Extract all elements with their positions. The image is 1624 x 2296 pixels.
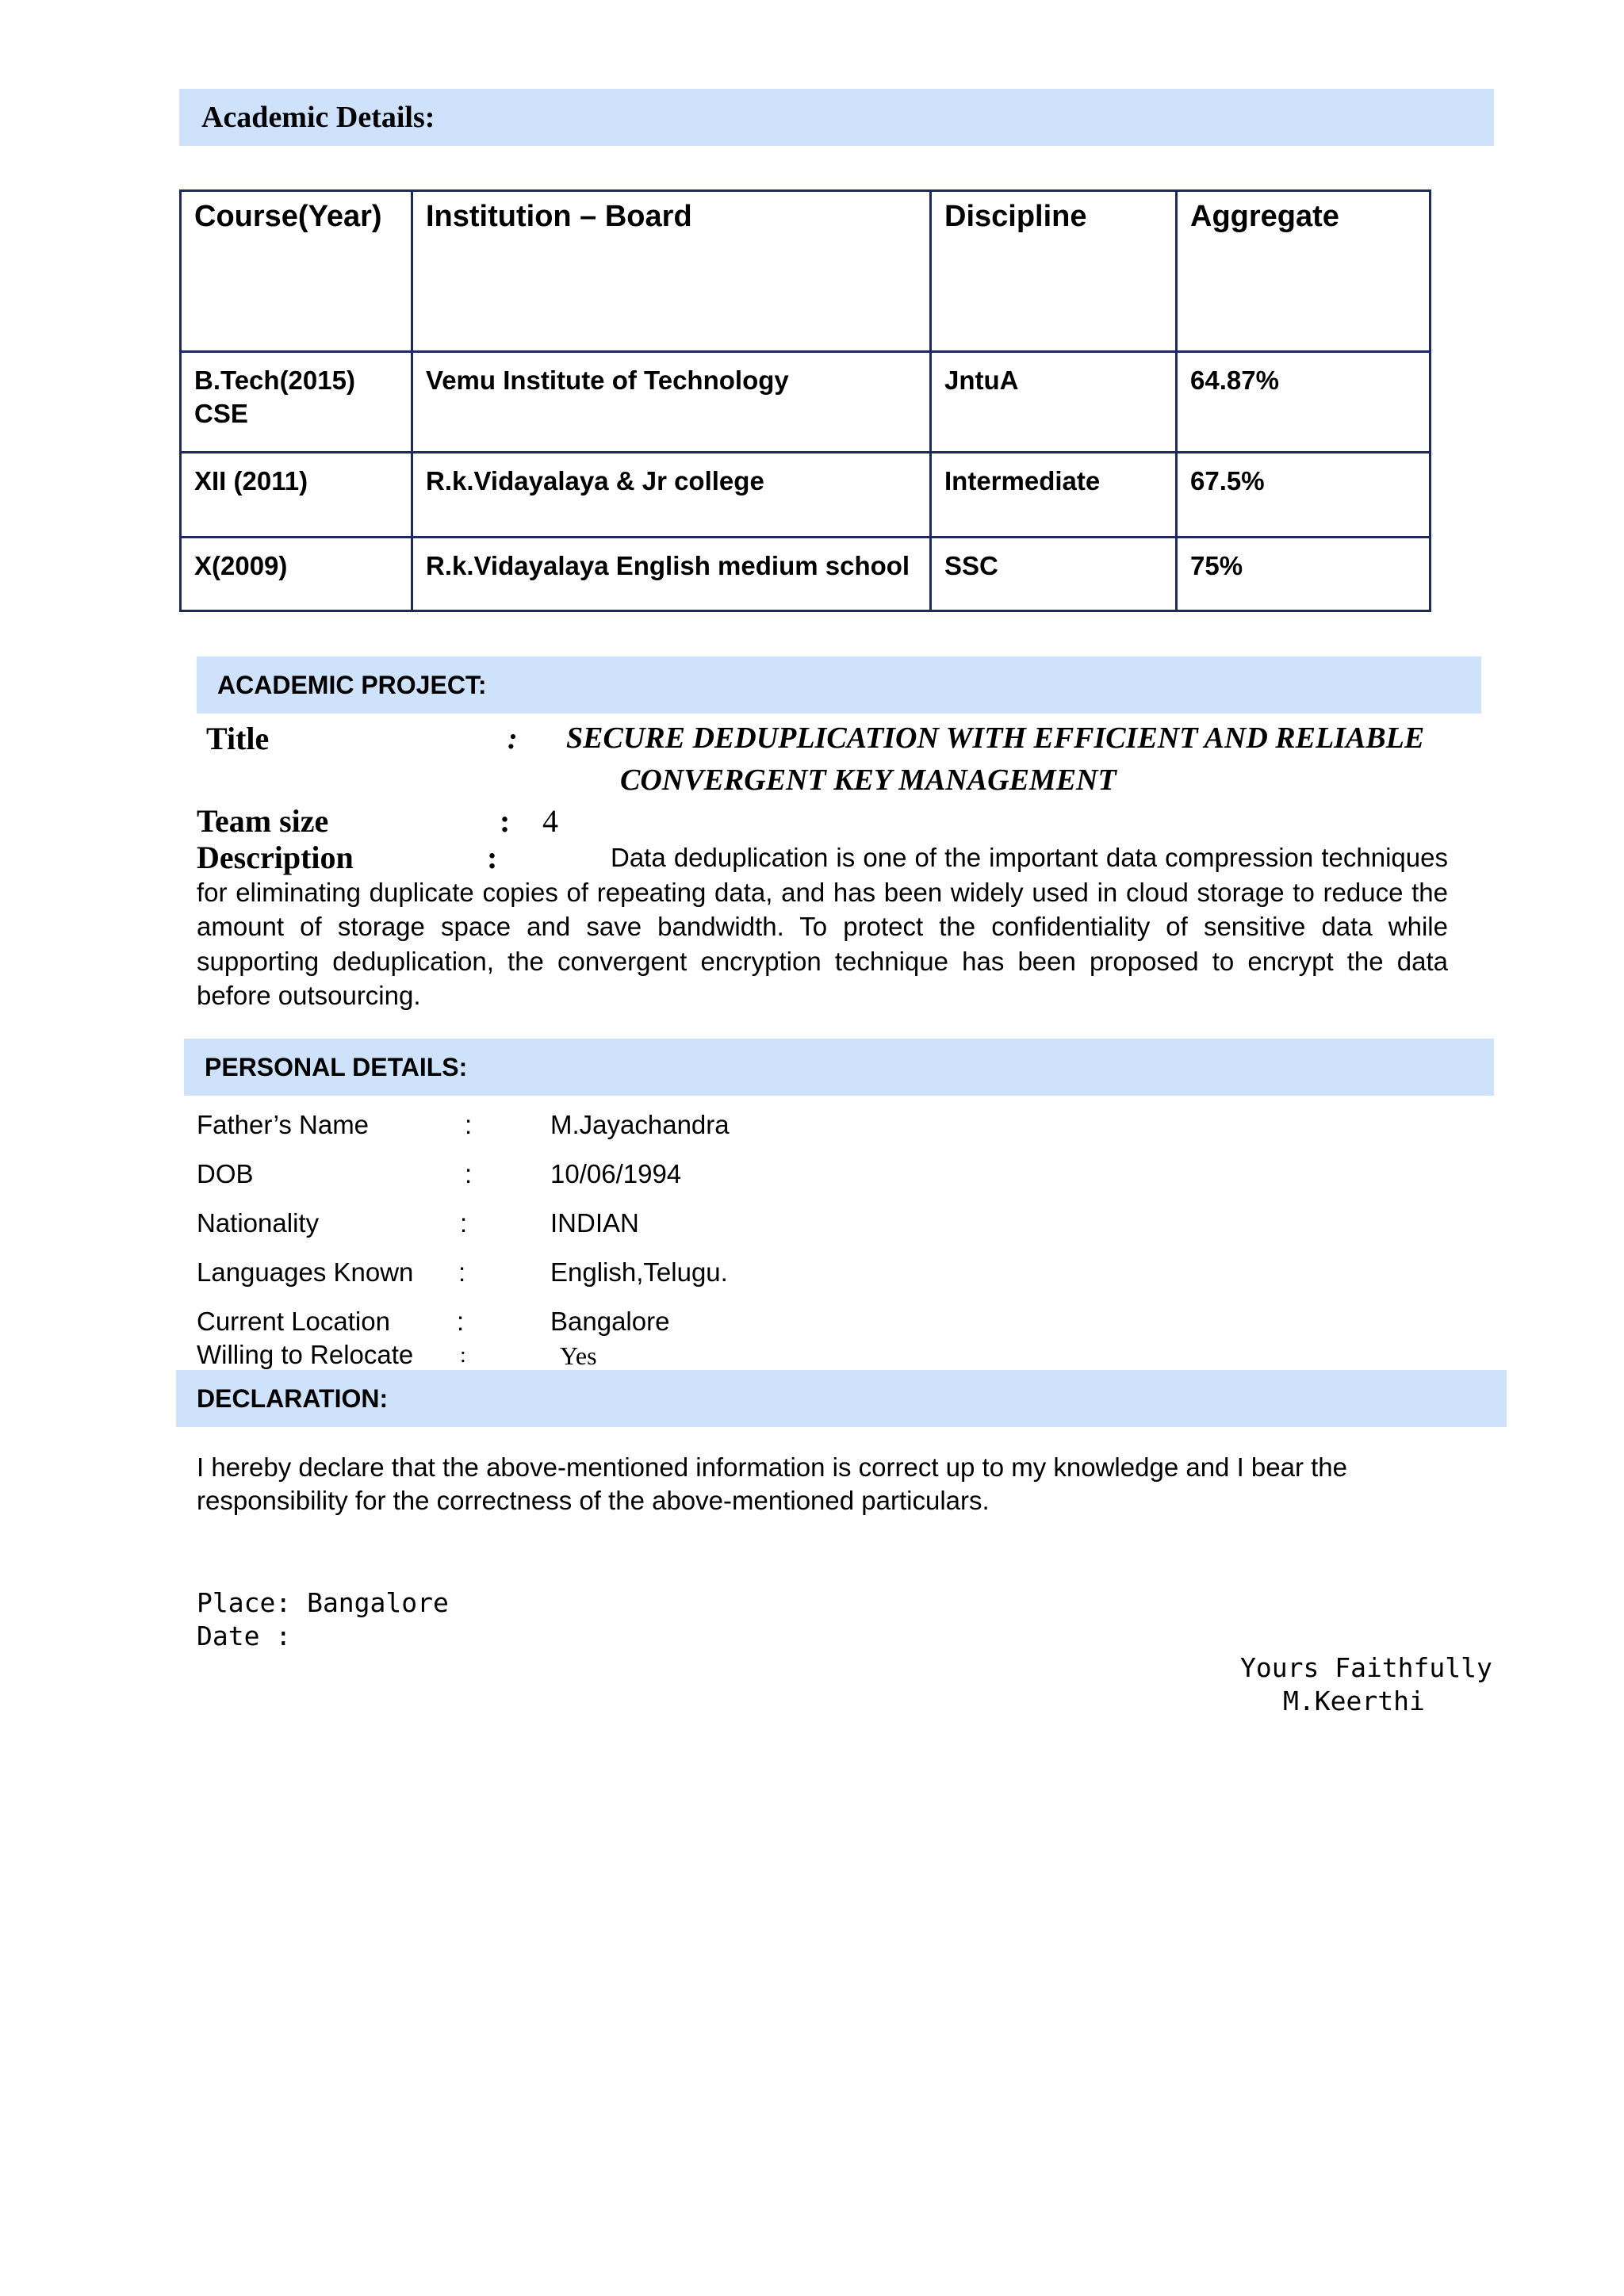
table-header-row bbox=[181, 191, 1431, 352]
field-value-current-location: Bangalore bbox=[550, 1307, 670, 1336]
field-label-relocate: Willing to Relocate bbox=[197, 1340, 414, 1369]
cell-institution: R.k.Vidayalaya English medium school bbox=[412, 538, 931, 611]
place-line: Place: Bangalore bbox=[197, 1587, 449, 1618]
field-label-dob: DOB bbox=[197, 1159, 254, 1188]
field-colon: : bbox=[465, 1159, 473, 1188]
cell-course: B.Tech(2015) CSE bbox=[181, 352, 412, 453]
field-value-fathers-name: M.Jayachandra bbox=[550, 1110, 730, 1139]
declaration-text: I hereby declare that the above-mentioned information is correct up to my knowledge and I bear the responsibility for the correctness of the above-mentioned particulars. bbox=[197, 1452, 1348, 1515]
project-title-label: Title bbox=[206, 721, 270, 756]
table-row bbox=[181, 538, 1431, 611]
team-size-value: 4 bbox=[542, 803, 558, 839]
field-label-fathers-name: Father’s Name bbox=[197, 1110, 370, 1139]
cell-discipline: JntuA bbox=[931, 352, 1177, 453]
table-row bbox=[181, 352, 1431, 453]
column-header-discipline: Discipline bbox=[931, 191, 1177, 352]
field-colon: : bbox=[457, 1307, 465, 1336]
description-label: Description bbox=[197, 840, 354, 875]
team-size-colon: : bbox=[500, 803, 511, 839]
cell-course: X(2009) bbox=[181, 538, 412, 611]
project-title-line2: CONVERGENT KEY MANAGEMENT bbox=[620, 763, 1116, 797]
personal-details-heading: PERSONAL DETAILS: bbox=[205, 1053, 468, 1081]
cell-aggregate: 67.5% bbox=[1177, 453, 1431, 538]
field-value-nationality: INDIAN bbox=[550, 1208, 639, 1238]
field-value-relocate: Yes bbox=[560, 1341, 597, 1370]
signatory-name: M.Keerthi bbox=[1283, 1686, 1425, 1716]
field-value-dob: 10/06/1994 bbox=[550, 1159, 682, 1188]
project-title-colon: : bbox=[508, 722, 518, 756]
cell-discipline: SSC bbox=[931, 538, 1177, 611]
field-value-languages: English,Telugu. bbox=[550, 1257, 728, 1287]
date-line: Date : bbox=[197, 1621, 292, 1651]
academic-project-heading: ACADEMIC PROJECT: bbox=[217, 671, 487, 699]
academic-table bbox=[179, 189, 1431, 612]
cell-institution: Vemu Institute of Technology bbox=[412, 352, 931, 453]
column-header-aggregate: Aggregate bbox=[1177, 191, 1431, 352]
field-label-nationality: Nationality bbox=[197, 1208, 320, 1238]
column-header-course: Course(Year) bbox=[181, 191, 412, 352]
field-colon: : bbox=[460, 1208, 468, 1238]
cell-discipline: Intermediate bbox=[931, 453, 1177, 538]
declaration-heading: DECLARATION: bbox=[197, 1384, 389, 1413]
field-colon: : bbox=[458, 1257, 466, 1287]
academic-details-heading: Academic Details: bbox=[201, 101, 435, 134]
column-header-institution: Institution – Board bbox=[412, 191, 931, 352]
table-row bbox=[181, 453, 1431, 538]
team-size-label: Team size bbox=[197, 803, 329, 839]
cell-course: XII (2011) bbox=[181, 453, 412, 538]
cell-aggregate: 64.87% bbox=[1177, 352, 1431, 453]
field-label-languages: Languages Known bbox=[197, 1257, 414, 1287]
description-colon: : bbox=[487, 840, 498, 875]
cell-aggregate: 75% bbox=[1177, 538, 1431, 611]
field-colon: : bbox=[460, 1343, 466, 1368]
closing-text: Yours Faithfully bbox=[1240, 1652, 1492, 1683]
field-label-current-location: Current Location bbox=[197, 1307, 390, 1336]
project-description: Data deduplication is one of the important data compression techniques for eliminating duplicate copies of repeating data, and has been widely used in cloud storage to reduce the amount of storage space and save bandwidth. To protect the confidentiality of sensitive data while supporting deduplication, the convergent encryption technique has been proposed to encrypt the data before outsourcing. bbox=[197, 843, 1448, 1010]
field-colon: : bbox=[465, 1110, 473, 1139]
cell-institution: R.k.Vidayalaya & Jr college bbox=[412, 453, 931, 538]
project-title-line1: SECURE DEDUPLICATION WITH EFFICIENT AND RELIABLE bbox=[566, 721, 1425, 755]
